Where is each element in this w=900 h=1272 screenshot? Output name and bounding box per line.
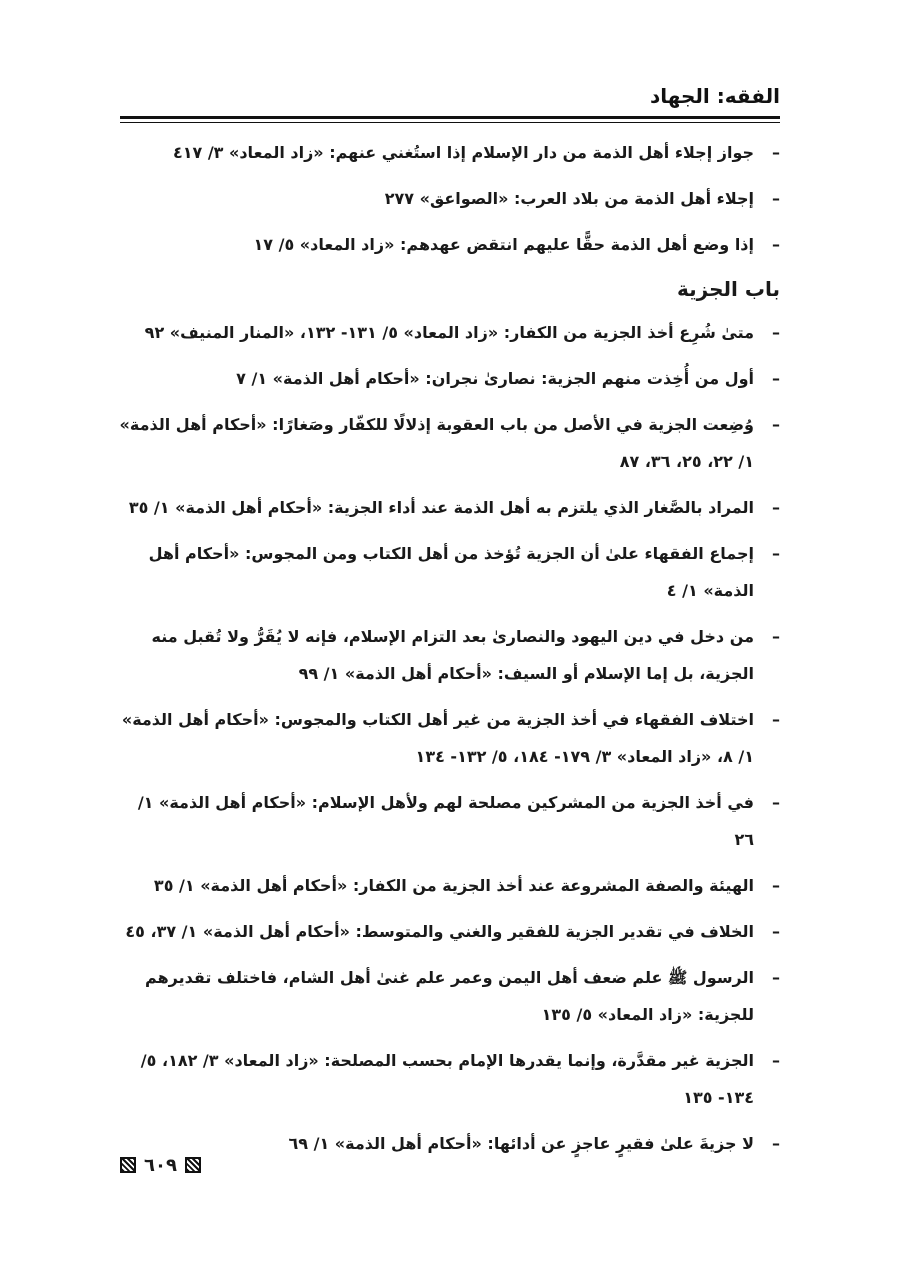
- entry-text: أول من أُخِذت منهم الجزية: نصارىٰ نجران: «أحكام أهل الذمة» ١/ ٧: [236, 369, 754, 388]
- header-title: الفقه: الجهاد: [650, 84, 780, 108]
- square-ornament-icon: [185, 1157, 201, 1173]
- index-entry: [115, 701, 780, 775]
- page-footer: [120, 1150, 201, 1180]
- index-entry: [115, 867, 780, 904]
- dash-bullet-icon: –: [772, 189, 780, 208]
- entry-text: اختلاف الفقهاء في أخذ الجزية من غير أهل الكتاب والمجوس: «أحكام أهل الذمة» ١/ ٨، «زاد المعاد» ٣/ ١٧٩- ١٨٤، ٥/ ١٣٢- ١٣٤: [121, 710, 754, 766]
- dash-bullet-icon: –: [772, 544, 780, 563]
- entry-text: متىٰ شُرِع أخذ الجزية من الكفار: «زاد المعاد» ٥/ ١٣١- ١٣٢، «المنار المنيف» ٩٢: [144, 323, 754, 342]
- dash-bullet-icon: –: [772, 793, 780, 812]
- index-content: [115, 134, 780, 1171]
- dash-bullet-icon: –: [772, 876, 780, 895]
- entry-text: إجماع الفقهاء علىٰ أن الجزية تُؤخذ من أهل الكتاب ومن المجوس: «أحكام أهل الذمة» ١/ ٤: [148, 544, 754, 600]
- entry-text: الهيئة والصفة المشروعة عند أخذ الجزية من الكفار: «أحكام أهل الذمة» ١/ ٣٥: [153, 876, 754, 895]
- entry-text: الجزية غير مقدَّرة، وإنما يقدرها الإمام بحسب المصلحة: «زاد المعاد» ٣/ ١٨٢، ٥/ ١٣٤- ١٣٥: [140, 1051, 754, 1107]
- index-entry: [115, 913, 780, 950]
- entry-text: الرسول ﷺ علم ضعف أهل اليمن وعمر علم غنىٰ أهل الشام، فاختلف تقديرهم للجزية: «زاد المعاد» ٥/ ١٣٥: [145, 968, 754, 1024]
- index-entry: [115, 226, 780, 263]
- dash-bullet-icon: –: [772, 235, 780, 254]
- dash-bullet-icon: –: [772, 415, 780, 434]
- square-ornament-icon: [120, 1157, 136, 1173]
- dash-bullet-icon: –: [772, 968, 780, 987]
- index-entry: [115, 535, 780, 609]
- index-entry: [115, 134, 780, 171]
- running-header: [120, 82, 780, 116]
- entry-text: المراد بالصَّغار الذي يلتزم به أهل الذمة عند أداء الجزية: «أحكام أهل الذمة» ١/ ٣٥: [128, 498, 754, 517]
- header-rule-thin: [120, 122, 780, 123]
- index-entry: [115, 959, 780, 1033]
- dash-bullet-icon: –: [772, 922, 780, 941]
- entry-text: جواز إجلاء أهل الذمة من دار الإسلام إذا استُغني عنهم: «زاد المعاد» ٣/ ٤١٧: [172, 143, 754, 162]
- index-entry: [115, 618, 780, 692]
- index-entry: [115, 180, 780, 217]
- entry-text: إجلاء أهل الذمة من بلاد العرب: «الصواعق» ٢٧٧: [384, 189, 754, 208]
- index-entry: [115, 314, 780, 351]
- entry-text: لا جزيةَ علىٰ فقيرٍ عاجزٍ عن أدائها: «أحكام أهل الذمة» ١/ ٦٩: [288, 1134, 754, 1153]
- header-rule-thick: [120, 116, 780, 119]
- dash-bullet-icon: –: [772, 1134, 780, 1153]
- dash-bullet-icon: –: [772, 369, 780, 388]
- dash-bullet-icon: –: [772, 710, 780, 729]
- index-entry: [115, 360, 780, 397]
- entry-text: الخلاف في تقدير الجزية للفقير والغني والمتوسط: «أحكام أهل الذمة» ١/ ٣٧، ٤٥: [125, 922, 754, 941]
- index-entry: [115, 784, 780, 858]
- dash-bullet-icon: –: [772, 498, 780, 517]
- index-entry: [115, 406, 780, 480]
- index-entry: [115, 489, 780, 526]
- entry-text: وُضِعت الجزية في الأصل من باب العقوبة إذلالًا للكفّار وصَغارًا: «أحكام أهل الذمة» ١/ ٢٢، ٢٥، ٣٦، ٨٧: [119, 415, 754, 471]
- dash-bullet-icon: –: [772, 323, 780, 342]
- dash-bullet-icon: –: [772, 143, 780, 162]
- dash-bullet-icon: –: [772, 1051, 780, 1070]
- dash-bullet-icon: –: [772, 627, 780, 646]
- index-entry: [115, 1125, 780, 1162]
- entry-text: إذا وضع أهل الذمة حقًّا عليهم انتقض عهدهم: «زاد المعاد» ٥/ ١٧: [253, 235, 754, 254]
- page-number: ٦٠٩: [144, 1154, 177, 1176]
- entry-text: من دخل في دين اليهود والنصارىٰ بعد التزام الإسلام، فإنه لا يُقَرُّ ولا تُقبل منه الجزية، بل إما الإسلام أو السيف: «أحكام أهل الذمة» ١/ ٩٩: [151, 627, 754, 683]
- index-entry: [115, 1042, 780, 1116]
- section-heading: باب الجزية: [677, 277, 780, 301]
- entry-text: في أخذ الجزية من المشركين مصلحة لهم ولأهل الإسلام: «أحكام أهل الذمة» ١/ ٢٦: [137, 793, 754, 849]
